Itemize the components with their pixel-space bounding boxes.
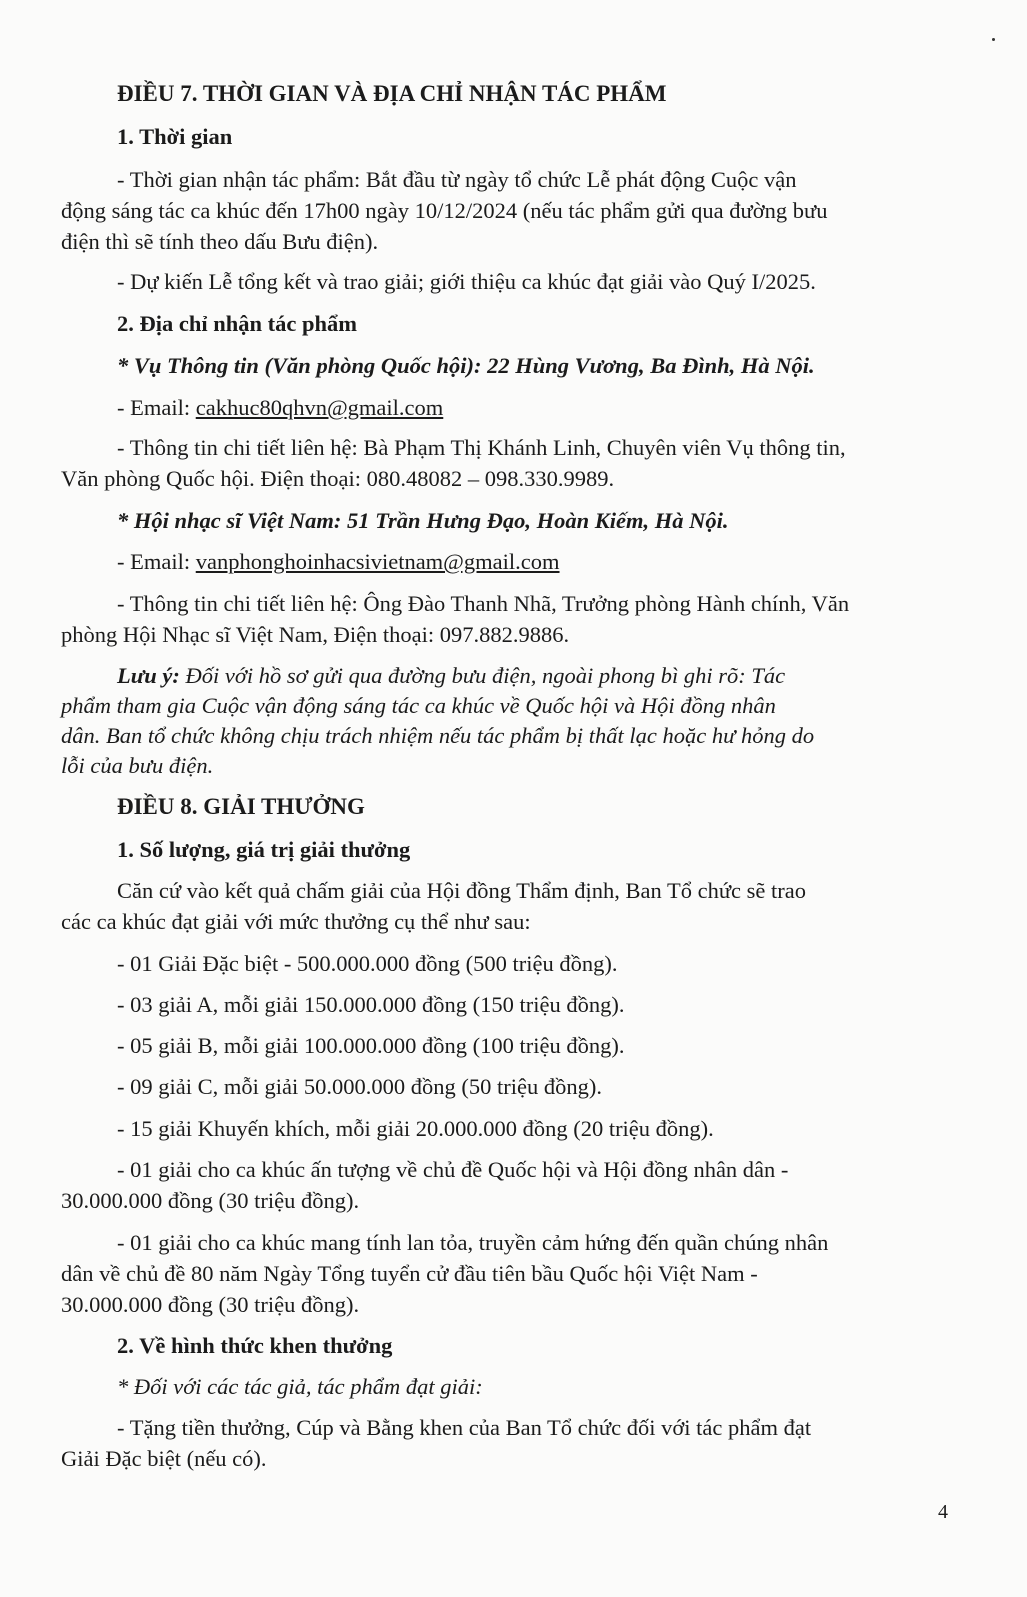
contact-2-line-1: - Thông tin chi tiết liên hệ: Ông Đào Thanh Nhã, Trưởng phòng Hành chính, Văn [117, 591, 850, 616]
prize-intro-line-2: các ca khúc đạt giải với mức thưởng cụ thể như sau: [61, 909, 531, 934]
address-information-department: * Vụ Thông tin (Văn phòng Quốc hội): 22 Hùng Vương, Ba Đình, Hà Nội. [117, 353, 815, 378]
article-7-title: ĐIỀU 7. THỜI GIAN VÀ ĐỊA CHỈ NHẬN TÁC PHẨM [117, 81, 667, 106]
reward-paragraph-line-1: - Tặng tiền thưởng, Cúp và Bằng khen của Ban Tổ chức đối với tác phẩm đạt [117, 1415, 812, 1440]
section-time-title: 1. Thời gian [117, 124, 233, 149]
note-text-1: Đối với hồ sơ gửi qua đường bưu điện, ngoài phong bì ghi rõ: Tác [179, 663, 786, 688]
prize-impressive-line-1: - 01 giải cho ca khúc ấn tượng về chủ đề Quốc hội và Hội đồng nhân dân - [117, 1157, 789, 1182]
time-paragraph-line-1: - Thời gian nhận tác phẩm: Bắt đầu từ ngày tổ chức Lễ phát động Cuộc vận [117, 167, 797, 192]
prize-c: - 09 giải C, mỗi giải 50.000.000 đồng (50 triệu đồng). [117, 1074, 602, 1099]
contact-2-line-2: phòng Hội Nhạc sĩ Việt Nam, Điện thoại: 097.882.9886. [61, 622, 570, 647]
contact-1-line-1: - Thông tin chi tiết liên hệ: Bà Phạm Thị Khánh Linh, Chuyên viên Vụ thông tin, [117, 435, 846, 460]
page-number: 4 [938, 1501, 948, 1523]
email-label: - Email: [117, 395, 196, 420]
email-line-2 [117, 548, 560, 576]
section-reward-form-title: 2. Về hình thức khen thưởng [117, 1333, 393, 1358]
prize-encouragement: - 15 giải Khuyến khích, mỗi giải 20.000.000 đồng (20 triệu đồng). [117, 1116, 714, 1141]
prize-b: - 05 giải B, mỗi giải 100.000.000 đồng (100 triệu đồng). [117, 1033, 625, 1058]
scan-speck [992, 38, 995, 41]
prize-impressive-line-2: 30.000.000 đồng (30 triệu đồng). [61, 1188, 360, 1213]
section-prize-value-title: 1. Số lượng, giá trị giải thưởng [117, 837, 411, 862]
email-label: - Email: [117, 549, 196, 574]
prize-inspiring-line-2: dân về chủ đề 80 năm Ngày Tổng tuyển cử đầu tiên bầu Quốc hội Việt Nam - [61, 1261, 758, 1286]
prize-intro-line-1: Căn cứ vào kết quả chấm giải của Hội đồng Thẩm định, Ban Tổ chức sẽ trao [117, 878, 806, 903]
reward-subheading: * Đối với các tác giả, tác phẩm đạt giải: [117, 1374, 483, 1399]
prize-inspiring-line-3: 30.000.000 đồng (30 triệu đồng). [61, 1292, 360, 1317]
prize-a: - 03 giải A, mỗi giải 150.000.000 đồng (150 triệu đồng). [117, 992, 625, 1017]
prize-inspiring-line-1: - 01 giải cho ca khúc mang tính lan tỏa, truyền cảm hứng đến quần chúng nhân [117, 1230, 829, 1255]
contact-1-line-2: Văn phòng Quốc hội. Điện thoại: 080.48082 – 098.330.9989. [61, 466, 615, 491]
note-label: Lưu ý: [117, 663, 180, 688]
email-link-2[interactable]: vanphonghoinhacsivietnam@gmail.com [195, 549, 560, 574]
note-line-1 [117, 662, 785, 690]
email-line-1 [117, 394, 443, 422]
note-line-3: dân. Ban tổ chức không chịu trách nhiệm nếu tác phẩm bị thất lạc hoặc hư hỏng do [61, 723, 815, 748]
prize-special: - 01 Giải Đặc biệt - 500.000.000 đồng (500 triệu đồng). [117, 951, 618, 976]
address-musicians-association: * Hội nhạc sĩ Việt Nam: 51 Trần Hưng Đạo, Hoàn Kiếm, Hà Nội. [117, 508, 729, 533]
email-link-1[interactable]: cakhuc80qhvn@gmail.com [195, 395, 444, 420]
time-paragraph-line-2: động sáng tác ca khúc đến 17h00 ngày 10/12/2024 (nếu tác phẩm gửi qua đường bưu [61, 198, 828, 223]
reward-paragraph-line-2: Giải Đặc biệt (nếu có). [61, 1446, 267, 1471]
time-paragraph-line-3: điện thì sẽ tính theo dấu Bưu điện). [61, 229, 379, 254]
note-line-2: phẩm tham gia Cuộc vận động sáng tác ca khúc về Quốc hội và Hội đồng nhân [61, 693, 776, 718]
note-line-4: lỗi của bưu điện. [61, 753, 214, 778]
ceremony-paragraph: - Dự kiến Lễ tổng kết và trao giải; giới thiệu ca khúc đạt giải vào Quý I/2025. [117, 269, 816, 294]
article-8-title: ĐIỀU 8. GIẢI THƯỞNG [117, 794, 365, 819]
section-address-title: 2. Địa chỉ nhận tác phẩm [117, 311, 358, 336]
